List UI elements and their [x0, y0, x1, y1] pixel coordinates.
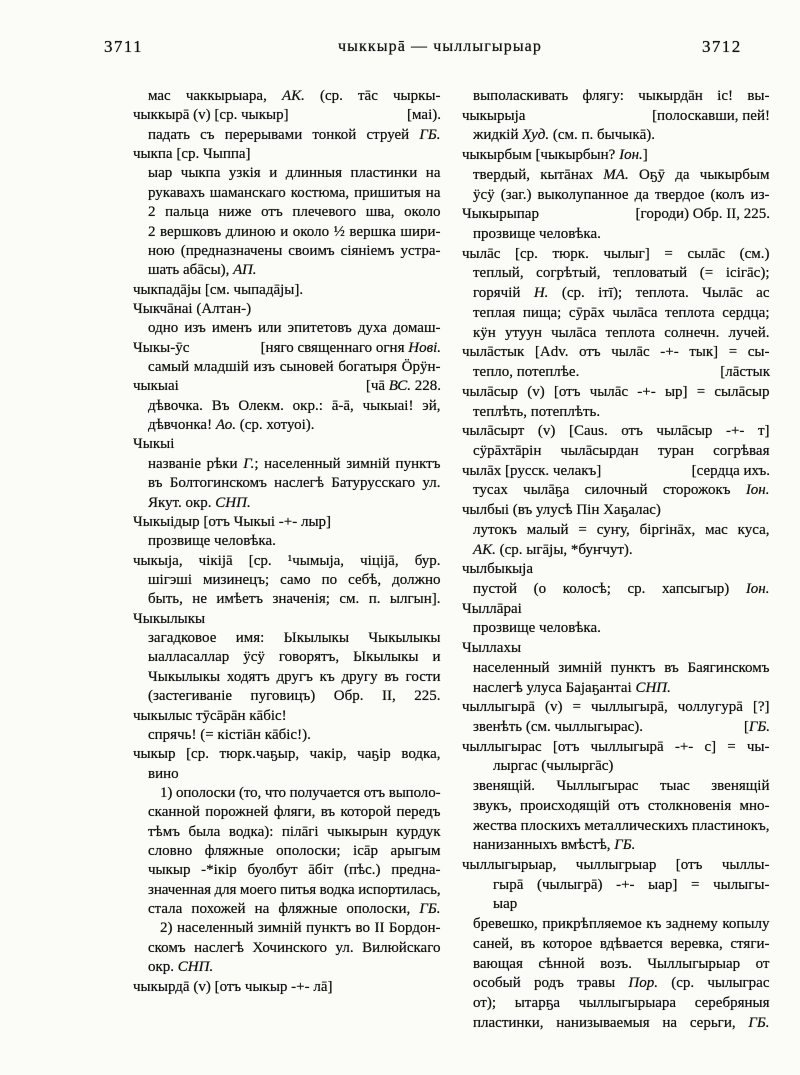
headword-line	[462, 422, 770, 442]
source-abbreviation: Г.	[243, 455, 255, 472]
line-text: чыкырыја	[462, 107, 526, 124]
text-run: 228.	[411, 378, 441, 395]
line-text: теплый, согрѣтый, тепловатый (= ісігāс);	[473, 265, 770, 282]
definition-line	[133, 939, 441, 958]
definition-line	[133, 823, 441, 842]
headword-line	[133, 978, 441, 997]
line-text: самый младшій изъ сыновей богатыря Ӧрӱн-	[148, 359, 441, 376]
definition-line	[133, 629, 441, 648]
text-run: дѣвчонка!	[148, 417, 216, 434]
line-text: ыалласаллар ӱсӱ говорятъ, Ыкылыкы и	[148, 649, 441, 666]
source-abbreviation: Худ.	[522, 127, 550, 144]
definition-line	[462, 541, 770, 561]
line-text: спрячь! (= кістіāн кāбіс!).	[148, 726, 311, 743]
line-text	[148, 126, 441, 145]
line-text: бревешко, прикрѣпляемое къ заднему копылу	[473, 916, 770, 933]
line-continuation: [сердца ихъ.	[691, 462, 770, 479]
line-text	[148, 416, 315, 435]
line-text: Чыллахы	[462, 640, 522, 657]
definition-line	[462, 817, 770, 837]
line-text: (застегиваніе пуговицъ) Обр. II, 225.	[148, 688, 441, 705]
line-text: чыкыр -*ікір буолбут āбіт (пѣс.) предна-	[148, 862, 441, 879]
definition-line	[133, 223, 441, 242]
source-abbreviation: Іон.	[619, 147, 643, 164]
text-run: жидкій	[473, 127, 523, 144]
definition-line	[462, 442, 770, 462]
line-text	[473, 679, 671, 699]
definition-line	[133, 861, 441, 880]
line-text: ыар чыкпа узкія и длинныя пластинки на	[148, 165, 441, 182]
definition-line	[133, 358, 441, 377]
line-text: Чыкыідыр [отъ Чыкыі -+- лыр]	[133, 513, 332, 530]
line-text	[148, 87, 441, 106]
definition-line	[133, 126, 441, 145]
definition-line	[462, 777, 770, 797]
line-text	[148, 494, 251, 513]
text-run: Оҕӯ да чыкырбым	[628, 166, 770, 183]
text-run: [няго священнаго огня	[260, 339, 409, 356]
definition-line	[133, 397, 441, 416]
text-run: окр.	[148, 959, 178, 976]
line-text: шігэші мизинецъ; само по себѣ, должно	[148, 571, 441, 588]
text-run: шать абāсы),	[148, 262, 234, 279]
line-continuation	[261, 339, 441, 358]
headword-line	[133, 377, 441, 396]
line-text: вающая сѣнной возъ. Чыллыгырыар от	[473, 955, 770, 972]
definition-line	[133, 784, 441, 803]
line-text: 1) ополоски (то, что получается отъ выполо-	[160, 784, 441, 801]
line-text: гырā (чылыгрā) -+- ыар] = чылыгы-	[493, 876, 770, 893]
definition-line	[133, 242, 441, 261]
definition-line	[462, 955, 770, 975]
line-text: ною (предназначены своимъ сіяніемъ устра-	[148, 242, 441, 259]
definition-line	[133, 474, 441, 493]
line-text: прозвище человѣка.	[148, 533, 276, 550]
source-abbreviation: Ао.	[215, 417, 237, 434]
line-continuation	[366, 377, 441, 396]
definition-line	[133, 532, 441, 551]
line-text	[473, 541, 633, 561]
definition-line	[133, 919, 441, 938]
line-text	[473, 284, 770, 304]
line-continuation: [лāстык	[720, 364, 770, 381]
definition-line	[133, 494, 441, 513]
line-text: чыкылыс тӯсāрāн кāбіс!	[133, 707, 287, 724]
definition-line	[133, 687, 441, 706]
line-text	[473, 974, 770, 994]
headword-line	[462, 501, 770, 521]
definition-line	[133, 87, 441, 106]
text-run: твердый, кытāнах	[473, 166, 604, 183]
definition-line	[462, 324, 770, 344]
line-text: Чыкчāнаі (Алтан-)	[133, 300, 252, 317]
source-abbreviation: СНП.	[635, 679, 671, 696]
text-run: тусах чылāҕа силочный сторожокъ	[473, 482, 746, 499]
text-run: (ср. хотуоі).	[236, 417, 315, 434]
line-text: чылбыі (въ улусѣ Пін Хаҕалас)	[462, 502, 661, 519]
definition-line	[462, 1014, 770, 1034]
line-text: чыллыгырā (v) = чыллыгырā, чоллугурā [?]	[462, 699, 770, 716]
text-run: наслегѣ улуса Бајаҕантаі	[473, 679, 636, 696]
text-run: падать съ перерывами тонкой струей	[148, 126, 420, 143]
line-text	[473, 1014, 770, 1034]
text-run: Якут. окр.	[148, 494, 216, 511]
definition-line	[462, 876, 770, 896]
line-text: чыкыаі	[133, 378, 179, 395]
line-text	[473, 481, 770, 501]
source-abbreviation: АК.	[281, 88, 305, 104]
headword-line	[462, 205, 770, 225]
line-text: сӱрāхтāрін чылāсырдан туран согрѣвая	[473, 442, 770, 459]
line-text: прозвище человѣка.	[473, 226, 601, 243]
source-abbreviation: АП.	[233, 262, 257, 279]
line-text	[473, 126, 655, 146]
line-text: саней, въ которое вдѣвается веревка, стяги-	[473, 935, 770, 952]
text-run: [	[743, 719, 749, 735]
line-continuation: [маі).	[407, 107, 441, 124]
definition-line	[462, 895, 770, 915]
text-run: ; населенный зимній пунктъ	[254, 455, 441, 472]
line-text: звукъ, происходящій отъ столкновенія мно-	[473, 797, 770, 814]
line-text: дѣвочка. Въ Олекм. окр.: ā-ā, чыкыаі! эй,	[148, 397, 441, 414]
page-number-left: 3711	[104, 37, 143, 56]
line-text	[148, 958, 213, 977]
line-text: чыккырā (v) [ср. чыкыр]	[133, 107, 289, 124]
definition-line	[462, 264, 770, 284]
source-abbreviation: АК.	[473, 541, 496, 558]
line-text: звенѣть (см. чыллыгырас).	[473, 719, 644, 735]
line-text: 2 вершковъ длиною и около ½ вершка шири-	[148, 223, 441, 240]
definition-line	[133, 842, 441, 861]
headword-line	[133, 707, 441, 726]
definition-line	[462, 718, 770, 738]
line-text: Чыкырыпар	[462, 206, 539, 223]
line-text: чыллыгырас [отъ чыллыгырā -+- с] = чы-	[462, 738, 770, 755]
line-text: тепло, потеплѣе.	[473, 364, 580, 381]
headword-line	[133, 281, 441, 300]
definition-line	[462, 363, 770, 383]
text-run: (ср. ітī); теплота. Чылāс ас	[548, 285, 770, 302]
line-text: Чыкы-ӯс	[133, 339, 190, 356]
line-text: одно изъ именъ или эпитетовъ духа домаш-	[148, 320, 441, 337]
line-text: ӱсӱ (заг.) выколупанное да твердое (колъ из-	[473, 186, 770, 203]
line-text: лыргас (чылыргāс)	[493, 758, 614, 775]
text-run: (см. п. бычыкā).	[549, 127, 656, 144]
text-run: [чā	[365, 378, 389, 395]
line-text: от); ытарҕа чыллыгырыара серебряныя	[473, 995, 770, 1012]
headword-line	[462, 343, 770, 363]
definition-line	[462, 304, 770, 324]
line-continuation: [полоскавши, пей!	[652, 107, 770, 124]
line-text: ыар	[493, 896, 518, 913]
line-text: чыкпадāјы [см. чыпадāјы].	[133, 281, 304, 298]
definition-line	[462, 994, 770, 1014]
source-abbreviation: ГБ.	[748, 1014, 770, 1031]
text-run: нанизанныхъ вмѣстѣ,	[473, 837, 615, 854]
line-text	[462, 146, 648, 166]
running-head: чыккырā — чыллыгырыар	[338, 38, 542, 55]
headword-line	[462, 639, 770, 659]
source-abbreviation: Іон.	[745, 482, 770, 499]
text-run: пустой (о колосѣ; ср. хапсыгыр)	[473, 580, 746, 597]
headword-line	[462, 600, 770, 620]
text-run: чыкырбым [чыкырбын?	[462, 147, 620, 164]
headword-line	[133, 106, 441, 125]
definition-line	[462, 757, 770, 777]
definition-line	[462, 284, 770, 304]
right-column	[462, 87, 770, 1034]
definition-line	[133, 668, 441, 687]
headword-line	[462, 245, 770, 265]
text-run: мас чаккырыара,	[148, 88, 282, 104]
line-text	[148, 455, 441, 474]
line-text: быть, не имѣетъ значенія; см. п. ылгын].	[148, 591, 441, 608]
definition-line	[133, 455, 441, 474]
headword-line	[133, 435, 441, 454]
line-text: Чыллāраі	[462, 600, 522, 617]
source-abbreviation: ГБ.	[419, 126, 441, 143]
line-text: вино	[148, 765, 179, 782]
line-text: чыкпа [ср. Чыппа]	[133, 146, 251, 163]
line-text: рукавахъ шаманскаго костюма, пришитыя на	[148, 184, 441, 201]
source-abbreviation: Іон.	[745, 580, 770, 597]
line-text: чыллыгырыар, чыллыгрыар [отъ чыллы-	[462, 857, 770, 874]
line-text	[473, 166, 770, 186]
definition-line	[462, 974, 770, 994]
line-text: скомъ наслегѣ Хочинского ул. Вилюйскаго	[148, 939, 441, 956]
source-abbreviation: ГБ.	[614, 837, 636, 854]
line-text: словно фляжные ополоски; ісāр арыгым	[148, 843, 441, 860]
line-text	[148, 900, 441, 919]
source-abbreviation: Пор.	[628, 975, 659, 992]
definition-line	[462, 935, 770, 955]
definition-line	[462, 481, 770, 501]
text-run: названіе рѣки	[148, 455, 244, 472]
definition-line	[133, 958, 441, 977]
line-text: жества плоскихъ металлическихъ пластинокъ,	[473, 817, 770, 834]
text-run: (ср. чылыграс	[658, 975, 770, 992]
definition-line	[133, 261, 441, 280]
line-text: значенная для моего питья водка испортилась,	[148, 881, 441, 898]
definition-line	[462, 797, 770, 817]
headword-line	[462, 738, 770, 758]
line-text: Чыкыі	[133, 436, 175, 453]
source-abbreviation: ГБ.	[748, 719, 770, 735]
headword-line	[462, 107, 770, 127]
definition-line	[462, 659, 770, 679]
source-abbreviation: СНП.	[177, 959, 214, 976]
left-column	[133, 87, 441, 997]
definition-line	[133, 416, 441, 435]
definition-line	[462, 679, 770, 699]
line-text: чылāс [ср. тюрк. чылыг] = сылāс (см.)	[462, 245, 770, 262]
line-text: выполаскивать флягу: чыкырдāн іс! вы-	[473, 88, 770, 104]
headword-line	[133, 745, 441, 764]
headword-line	[462, 383, 770, 403]
line-continuation: [городи) Обр. II, 225.	[635, 206, 770, 223]
definition-line	[133, 726, 441, 745]
source-abbreviation: СНП.	[215, 494, 251, 511]
line-text: загадковое имя: Ыкылыкы Чыкылыкы	[148, 630, 441, 647]
headword-line	[133, 552, 441, 571]
definition-line	[133, 803, 441, 822]
definition-line	[462, 225, 770, 245]
definition-line	[133, 900, 441, 919]
line-text: чылāстык [Adv. отъ чылāс -+- тык] = сы-	[462, 344, 770, 361]
line-text: чылбыкыја	[462, 561, 534, 578]
line-text: чылāх [русск. челакъ]	[462, 462, 602, 479]
line-text: 2) населенный зимній пунктъ во II Бордон-	[160, 920, 441, 937]
definition-line	[133, 648, 441, 667]
headword-line	[462, 698, 770, 718]
definition-line	[462, 619, 770, 639]
line-text: лутокъ малый = суҥу, біргінāх, мас куса,	[473, 521, 770, 538]
line-text: чыкыја, чікіјā [ср. ¹чымыја, чіціјā, бур.	[133, 552, 441, 569]
line-text: чыкыр [ср. тюрк.чаҕыр, чакір, чаҕір водка,	[133, 746, 441, 763]
headword-line	[462, 560, 770, 580]
text-run: особый родъ травы	[473, 975, 629, 992]
definition-line	[462, 403, 770, 423]
text-run: горячій	[473, 285, 534, 302]
headword-line	[462, 856, 770, 876]
line-text: въ Болтогинскомъ наслегѣ Батурусскаго ул.	[148, 475, 441, 492]
definition-line	[462, 186, 770, 206]
headword-line	[133, 145, 441, 164]
source-abbreviation: Нові.	[408, 339, 441, 356]
definition-line	[133, 164, 441, 183]
source-abbreviation: МА.	[603, 166, 629, 183]
line-text: тѣмъ была водка): пілāгі чыкырын курдук	[148, 823, 441, 840]
line-text: кӱн утуун чылāса теплота солнечн. лучей.	[473, 324, 770, 341]
headword-line	[133, 300, 441, 319]
definition-line	[462, 580, 770, 600]
headword-line	[133, 513, 441, 532]
line-text: 2 пальца ниже отъ плечевого шва, около	[148, 204, 441, 221]
line-text: чыкырдā (v) [отъ чыкыр -+- лā]	[133, 978, 333, 995]
line-text: чылāсырт (v) [Caus. отъ чылāсыр -+- т]	[462, 423, 770, 440]
definition-line	[462, 87, 770, 107]
line-text: теплѣть, потеплѣть.	[473, 403, 601, 420]
line-text: Чыкылыкы ходятъ другъ къ другу въ гости	[148, 668, 441, 685]
line-text: Чыкылыкы	[133, 610, 206, 627]
definition-line	[462, 521, 770, 541]
line-text	[473, 580, 770, 600]
text-run: стала похожей на фляжные ополоски,	[148, 901, 420, 918]
definition-line	[462, 915, 770, 935]
definition-line	[133, 571, 441, 590]
line-text	[473, 836, 635, 856]
text-run: (ср. тāс чыркы-	[304, 88, 441, 104]
source-abbreviation: ВС.	[388, 378, 411, 395]
definition-line	[133, 590, 441, 609]
line-text: звенящій. Чыллыгырас тыас звенящій	[473, 778, 770, 795]
headword-line	[462, 146, 770, 166]
text-run: (ср. ыгāјы, *буҥчут).	[495, 541, 633, 558]
source-abbreviation: Н.	[533, 285, 549, 302]
definition-line	[462, 836, 770, 856]
page-number-right: 3712	[702, 37, 742, 56]
text-run: ]	[642, 147, 648, 164]
definition-line	[133, 765, 441, 784]
definition-line	[133, 203, 441, 222]
definition-line	[133, 881, 441, 900]
text-run: пластинки, нанизываемыя на серьги,	[473, 1014, 749, 1031]
line-text: населенный зимній пунктъ въ Баягинскомъ	[473, 659, 770, 676]
definition-line	[462, 166, 770, 186]
line-continuation	[744, 718, 770, 738]
line-text: чылāсыр (v) [отъ чылāс -+- ыр] = сылāсыр	[462, 383, 770, 400]
definition-line	[462, 126, 770, 146]
line-text: сканной порожней фляги, въ которой передъ	[148, 804, 441, 821]
definition-line	[133, 184, 441, 203]
headword-line	[133, 339, 441, 358]
line-text: теплая пища; сӯрāх чылāса теплота сердца;	[473, 304, 770, 321]
headword-line	[133, 610, 441, 629]
line-text	[148, 261, 257, 280]
source-abbreviation: ГБ.	[419, 901, 441, 918]
definition-line	[133, 319, 441, 338]
line-text: прозвище человѣка.	[473, 620, 601, 637]
headword-line	[462, 462, 770, 482]
